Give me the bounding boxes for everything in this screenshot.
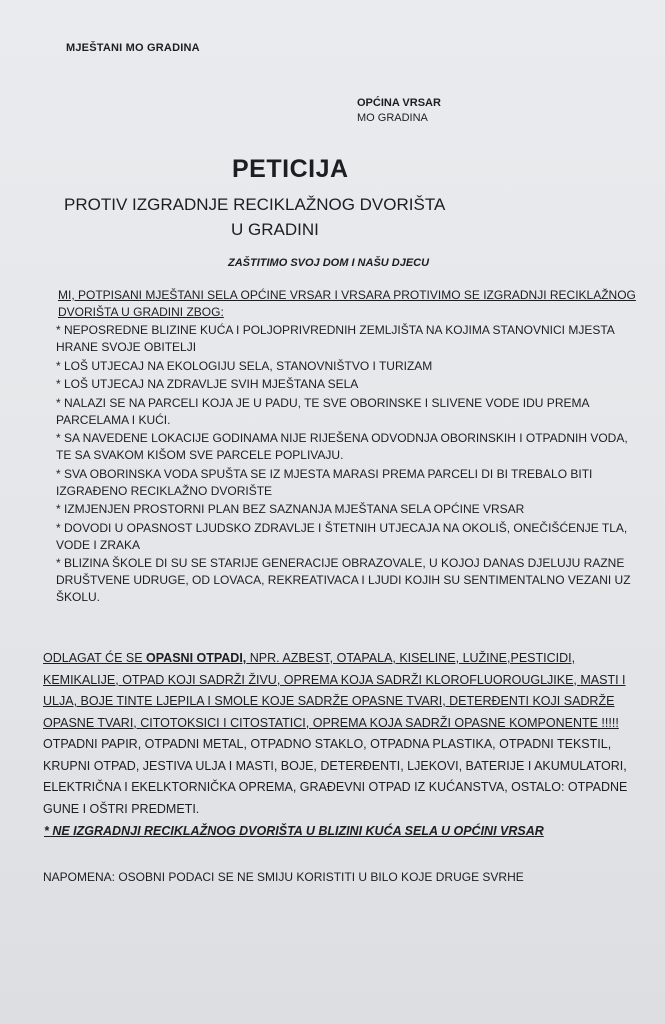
subtitle-line-1: PROTIV IZGRADNJE RECIKLAŽNOG DVORIŠTA	[64, 195, 446, 214]
reason-item: * SVA OBORINSKA VODA SPUŠTA SE IZ MJESTA MARASI PREMA PARCELI DI BI TREBALO BITI IZGRAĐENO RECIKLAŽNO DVORIŠTE	[56, 466, 593, 498]
reason-item: * LOŠ UTJECAJ NA EKOLOGIJU SELA, STANOVNIŠTVO I TURIZAM	[56, 358, 433, 373]
petition-demand: * NE IZGRADNJI RECIKLAŽNOG DVORIŠTA U BLIZINI KUĆA SELA U OPĆINI VRSAR	[44, 824, 544, 838]
waste-underlined-part	[43, 651, 626, 730]
waste-lead: ODLAGAT ĆE SE	[43, 651, 147, 665]
recipient-local-board: MO GRADINA	[357, 112, 428, 124]
sender-line: MJEŠTANI MO GRADINA	[66, 42, 200, 54]
hazardous-waste-list: NPR. AZBEST, OTAPALA, KISELINE, LUŽINE,PESTICIDI, KEMIKALIJE, OTPAD KOJI SADRŽI ŽIVU, OPREMA KOJA SADRŽI KLOROFLUOROUGLJIKE, MASTI I ULJA, BOJE TINTE LJEPILA I SMOLE KOJE SADRŽE OPASNE TVARI, DETERĐENTI KOJI SADRŽE OPASNE TVARI, CITOTOKSICI I CITOSTATICI, OPREMA KOJA SADRŽI OPASNE KOMPONENTE !!!!!	[43, 651, 626, 730]
reason-item: * NALAZI SE NA PARCELI KOJA JE U PADU, TE SVE OBORINSKE I SLIVENE VODE IDU PREMA PARCELAMA I KUĆI.	[56, 395, 589, 427]
intro-statement: MI, POTPISANI MJEŠTANI SELA OPĆINE VRSAR I VRSARA PROTIVIMO SE IZGRADNJI RECIKLAŽNOG DVORIŠTA U GRADINI ZBOG:	[58, 288, 636, 319]
recipient-municipality: OPĆINA VRSAR	[357, 97, 441, 109]
reason-item: * SA NAVEDENE LOKACIJE GODINAMA NIJE RIJEŠENA ODVODNJA OBORINSKIH I OTPADNIH VODA, TE SA SVAKOM KIŠOM SVE PARCELE POPLIVAJU.	[56, 431, 628, 462]
reason-item: * DOVODI U OPASNOST LJUDSKO ZDRAVLJE I ŠTETNIH UTJECAJA NA OKOLIŠ, ONEČIŠĆENJE TLA, VODE I ZRAKA	[56, 520, 628, 552]
hazardous-waste-paragraph	[43, 648, 653, 820]
reason-item: * BLIZINA ŠKOLE DI SU SE STARIJE GENERACIJE OBRAZOVALE, U KOJOJ DANAS DJELUJU RAZNE DRUŠTVENE UDRUGE, OD LOVACA, REKREATIVACA I LJUDI KOJIH SU SENTIMENTALNO VEZANI UZ ŠKOLU.	[56, 556, 631, 604]
hazardous-waste-emphasis: OPASNI OTPADI,	[146, 651, 247, 665]
reason-item: * LOŠ UTJECAJ NA ZDRAVLJE SVIH MJEŠTANA SELA	[56, 377, 359, 391]
subtitle-line-2: U GRADINI	[231, 220, 319, 239]
document-title: PETICIJA	[232, 155, 349, 183]
reason-item: * IZMJENJEN PROSTORNI PLAN BEZ SAZNANJA MJEŠTANA SELA OPĆINE VRSAR	[56, 502, 525, 516]
reason-item: * NEPOSREDNE BLIZINE KUĆA I POLJOPRIVREDNIH ZEMLJIŠTA NA KOJIMA STANOVNICI MJESTA HRANE SVOJE OBITELJI	[56, 323, 615, 354]
privacy-note: NAPOMENA: OSOBNI PODACI SE NE SMIJU KORISTITI U BILO KOJE DRUGE SVRHE	[43, 870, 524, 884]
reasons-list	[56, 322, 641, 608]
motto: ZAŠTITIMO SVOJ DOM I NAŠU DJECU	[228, 257, 430, 269]
other-waste-list: OTPADNI PAPIR, OTPADNI METAL, OTPADNO STAKLO, OTPADNA PLASTIKA, OTPADNI TEKSTIL, KRUPNI OTPAD, JESTIVA ULJA I MASTI, BOJE, DETERĐENTI, LJEKOVI, BATERIJE I AKUMULATORI, ELEKTRIČNA I EKELKTORNIČKA OPREMA, GRAĐEVNI OTPAD IZ KUĆANSTVA, OSTALO: OTPADNE GUNE I OŠTRI PREDMETI.	[43, 737, 628, 816]
document-subtitle	[64, 192, 504, 242]
recipient-block	[357, 96, 441, 126]
